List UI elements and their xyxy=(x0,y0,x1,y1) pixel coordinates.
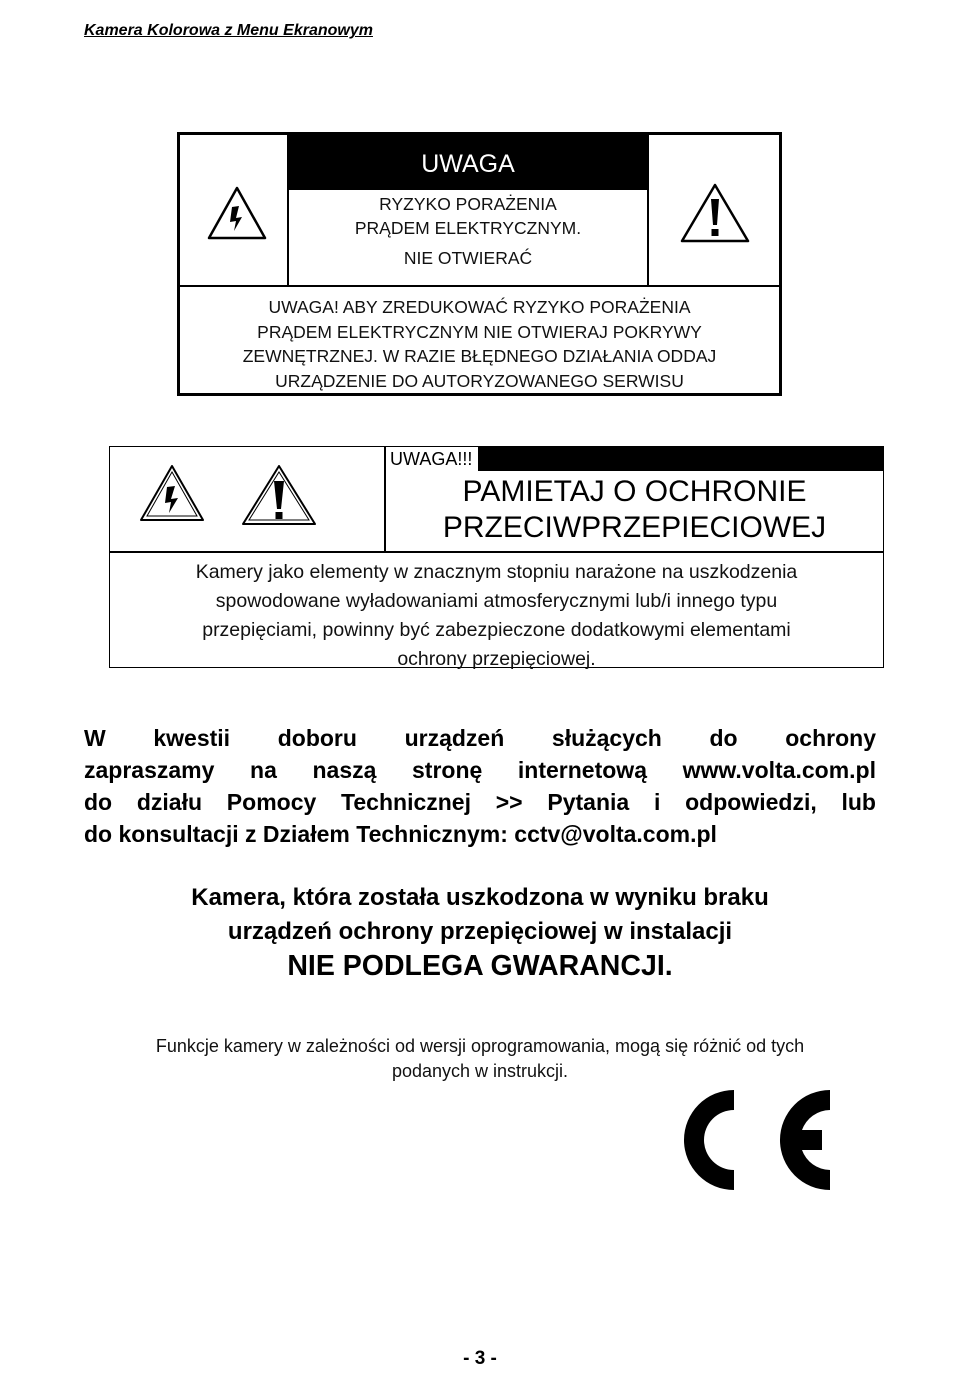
lightning-warning-icon xyxy=(206,185,268,241)
firmware-note xyxy=(0,1034,960,1084)
surge-label-bar xyxy=(386,447,883,471)
info-line-2: zapraszamy na naszą stronę internetową www.volta.com.pl xyxy=(84,757,876,783)
warning-center-cell xyxy=(289,135,647,285)
warning-do-not-open: NIE OTWIERAĆ xyxy=(403,248,533,268)
surge-title-line-1: PAMIETAJ O OCHRONIE xyxy=(462,475,807,508)
warning-risk-text xyxy=(289,192,647,240)
firmware-note-line-1: Funkcje kamery w zależności od wersji oprogramowania, mogą się różnić od tych xyxy=(155,1036,805,1056)
surge-label: UWAGA!!! xyxy=(386,447,478,471)
info-line-1: W kwestii doboru urządzeń służących do ochrony xyxy=(84,725,876,751)
surge-body-line-1: Kamery jako elementy w znacznym stopniu narażone na uszkodzenia xyxy=(195,561,798,583)
warning-icon-cell-left xyxy=(180,135,289,285)
surge-body-line-3: przepięciami, powinny być zabezpieczone dodatkowymi elementami xyxy=(202,619,791,641)
surge-protection-box xyxy=(109,446,884,668)
info-line-3: do działu Pomocy Technicznej >> Pytania i odpowiedzi, lub xyxy=(84,789,876,815)
ce-mark-icon xyxy=(654,1084,844,1196)
warning-risk-line-2: PRĄDEM ELEKTRYCZNYM. xyxy=(354,218,582,238)
warranty-line-2: urządzeń ochrony przepięciowej w instalacji xyxy=(227,918,733,945)
surge-body-text xyxy=(110,558,883,674)
document-header-title: Kamera Kolorowa z Menu Ekranowym xyxy=(84,22,373,39)
warning-divider xyxy=(180,285,779,287)
protection-info-paragraph xyxy=(84,722,876,850)
electric-shock-warning-box xyxy=(177,132,782,396)
warning-instructions-line-1: UWAGA! ABY ZREDUKOWAĆ RYZYKO PORAŻENIA xyxy=(268,297,691,317)
firmware-note-line-2: podanych w instrukcji. xyxy=(391,1061,569,1081)
warning-instructions-line-2: PRĄDEM ELEKTRYCZNYM NIE OTWIERAJ POKRYWY xyxy=(257,321,702,342)
page-number: - 3 - xyxy=(463,1348,497,1369)
warning-instructions-line-4: URZĄDZENIE DO AUTORYZOWANEGO SERWISU xyxy=(275,370,684,391)
info-line-4: do konsultacji z Działem Technicznym: cctv@volta.com.pl xyxy=(84,821,717,847)
surge-body-line-4: ochrony przepięciowej. xyxy=(397,648,596,670)
surge-horizontal-divider xyxy=(110,551,883,553)
warranty-exclusion-heading: NIE PODLEGA GWARANCJI. xyxy=(287,950,673,982)
lightning-warning-icon xyxy=(138,463,206,523)
warning-icon-cell-right xyxy=(647,135,779,285)
warning-banner: UWAGA xyxy=(289,135,647,190)
exclamation-warning-icon xyxy=(240,463,318,527)
surge-title-line-2: PRZECIWPRZEPIECIOWEJ xyxy=(442,511,827,544)
surge-body-line-2: spowodowane wyładowaniami atmosferycznymi lub/i innego typu xyxy=(215,590,778,612)
exclamation-warning-icon xyxy=(679,181,751,245)
warning-risk-line-1: RYZYKO PORAŻENIA xyxy=(379,194,557,214)
warranty-line-1: Kamera, która została uszkodzona w wyniku braku xyxy=(191,884,769,911)
warning-instructions xyxy=(180,295,779,393)
surge-icons xyxy=(110,447,384,551)
warning-instructions-line-3: ZEWNĘTRZNEJ. W RAZIE BŁĘDNEGO DZIAŁANIA ODDAJ xyxy=(242,346,717,366)
